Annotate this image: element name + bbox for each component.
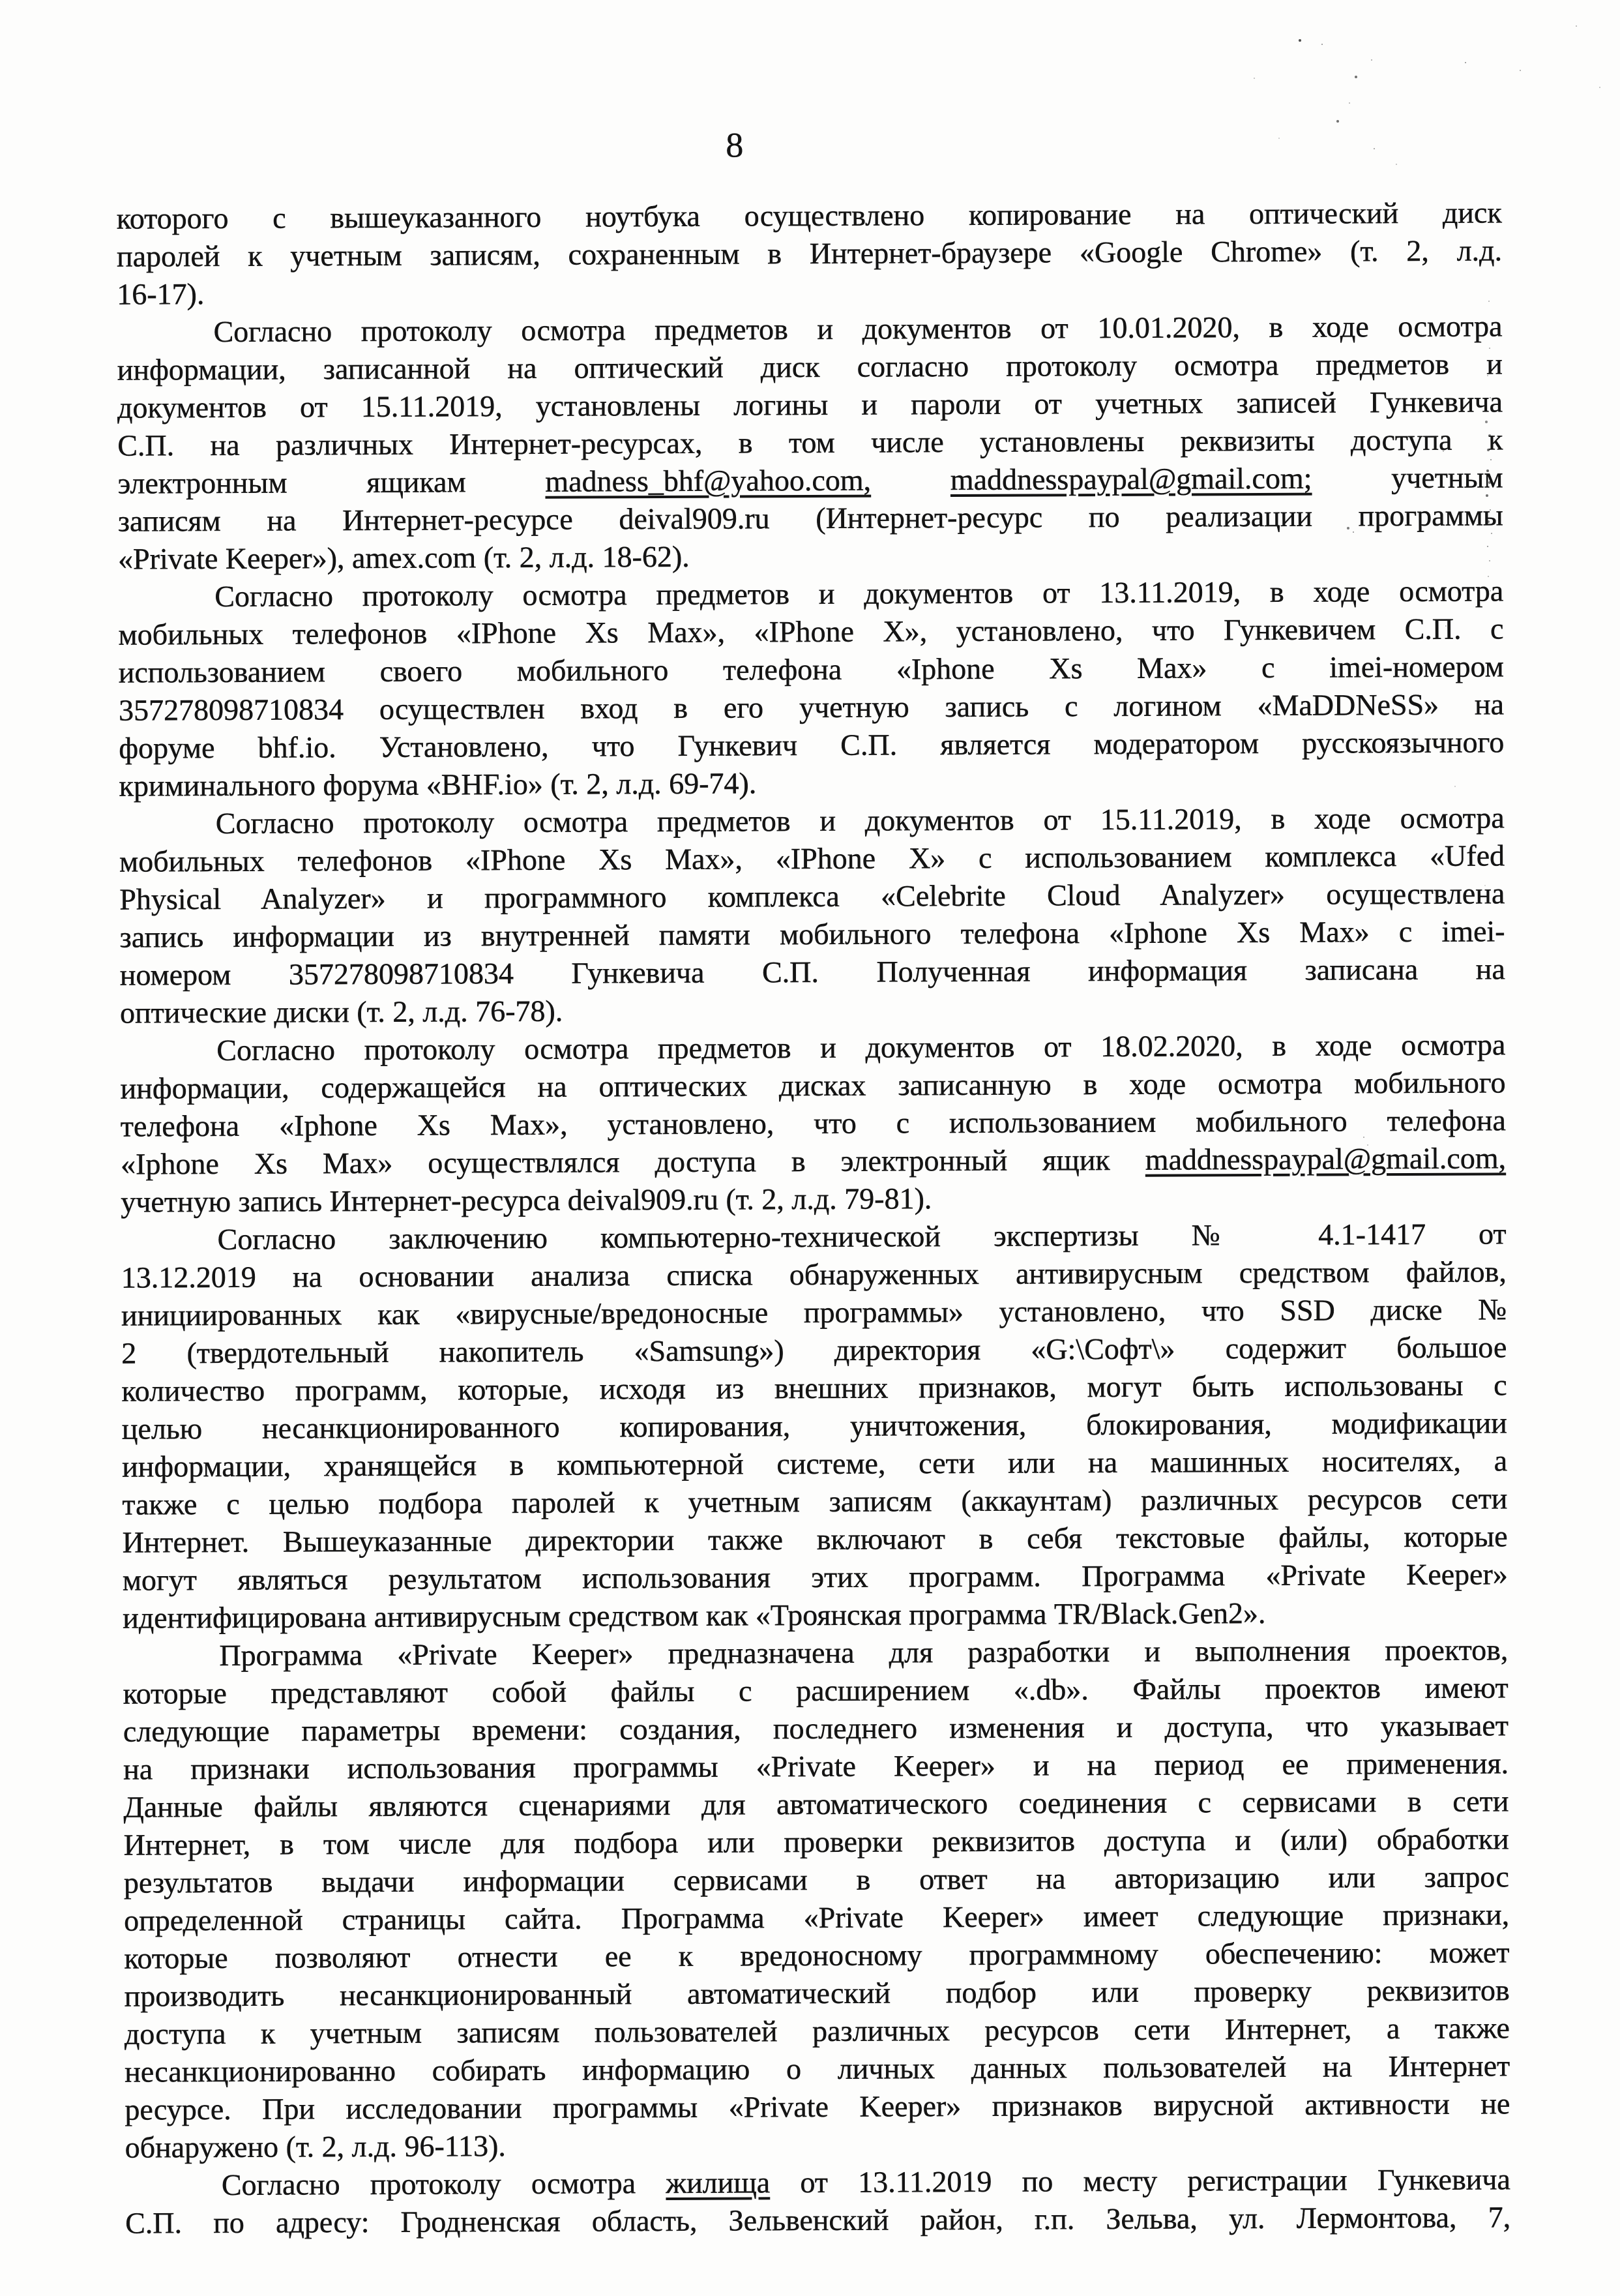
- text-line: [119, 837, 1505, 880]
- text-line: [121, 1328, 1507, 1372]
- text-segment: количество программ, которые, исходя из внешних признаков, могут быть использованы с: [121, 1368, 1507, 1408]
- text-line: [123, 1517, 1508, 1561]
- text-segment: которые представляют собой файлы с расширением «.db». Файлы проектов имеют: [123, 1671, 1509, 1710]
- text-segment: также с целью подбора паролей к учетным записям (аккаунтам) различных ресурсов сети: [122, 1482, 1508, 1521]
- text-line: [120, 988, 1505, 1032]
- paragraph: [117, 307, 1503, 578]
- text-segment: могут являться результатом использования этих программ. Программа «Private Keeper»: [122, 1557, 1508, 1597]
- text-segment: Согласно протоколу осмотра предметов и документов от 13.11.2019, в ходе осмотра: [214, 574, 1504, 613]
- text-segment: доступа к учетным записям пользователей различных ресурсов сети Интернет, а также: [124, 2011, 1510, 2051]
- paragraph: [120, 1026, 1506, 1221]
- text-segment: Physical Analyzer» и программного комплекса «Celebrite Cloud Analyzer» осуществлена: [119, 876, 1505, 916]
- text-segment: «Private Keeper»), amex.com (т. 2, л.д. 18-62).: [117, 539, 690, 576]
- text-segment: ресурсе. При исследовании программы «Private Keeper» признаков вирусной активности не: [125, 2087, 1510, 2126]
- paragraph: [123, 1631, 1510, 2166]
- text-segment: обнаружено (т. 2, л.д. 96-113).: [125, 2129, 506, 2164]
- text-segment: результатов выдачи информации сервисами в ответ на авторизацию или запрос: [123, 1860, 1509, 1900]
- text-line: [119, 648, 1504, 691]
- text-line: [119, 874, 1505, 918]
- text-line: [124, 1896, 1509, 1939]
- text-line: [118, 572, 1503, 616]
- text-segment: документов от 15.11.2019, установлены логины и пароли от учетных записей Гункевича: [117, 385, 1503, 425]
- text-line: [119, 761, 1504, 805]
- text-line: [120, 1064, 1505, 1107]
- text-line: [119, 723, 1504, 767]
- text-line: [121, 1366, 1507, 1410]
- text-segment: мобильных телефонов «IPhone Xs Max», «IPhone X» с использованием комплекса «Ufed: [119, 839, 1505, 878]
- text-segment: Согласно протоколу осмотра: [221, 2166, 666, 2201]
- text-line: [125, 2009, 1510, 2053]
- text-line: [118, 534, 1503, 578]
- text-segment: паролей к учетным записям, сохраненным в Интернет-браузере «Google Chrome» (т. 2, л.д.: [116, 233, 1503, 273]
- text-segment: целью несанкционированного копирования, уничтожения, блокирования, модификации: [121, 1406, 1507, 1446]
- paragraph: [119, 799, 1505, 1032]
- text-segment: оптические диски (т. 2, л.д. 76-78).: [119, 994, 563, 1030]
- text-line: [121, 1139, 1506, 1183]
- text-line: [122, 1442, 1507, 1485]
- underlined-text: madness_bhf@yahoo.com,: [545, 463, 872, 498]
- document-body: [117, 194, 1511, 2242]
- text-segment: Интернет. Вышеуказанные директории также включают в себя текстовые файлы, которые: [122, 1519, 1508, 1559]
- text-line: [125, 1971, 1510, 2015]
- underlined-text: maddnesspaypal@gmail.com;: [950, 461, 1312, 497]
- text-segment: 357278098710834 осуществлен вход в его учетную запись с логином «MaDDNeSS» на: [118, 687, 1505, 727]
- text-line: [123, 1669, 1509, 1712]
- text-line: [123, 1593, 1508, 1637]
- text-line: [117, 231, 1502, 275]
- text-segment: на признаки использования программы «Private Keeper» и на период ее применения.: [123, 1746, 1509, 1786]
- text-line: [125, 2160, 1510, 2204]
- text-line: [124, 1858, 1509, 1901]
- text-line: [121, 1215, 1506, 1259]
- text-segment: несанкционированно собирать информацию о личных данных пользователей на Интернет: [125, 2049, 1510, 2089]
- text-segment: использованием своего мобильного телефона «Iphone Xs Max» с imei-номером: [118, 649, 1504, 689]
- paragraph: [118, 572, 1504, 805]
- text-segment: учетным: [1312, 460, 1503, 495]
- text-segment: идентифицирована антивирусным средством как «Троянская программа TR/Black.Gen2».: [123, 1596, 1266, 1635]
- text-line: [120, 950, 1505, 994]
- text-segment: информации, содержащейся на оптических дисках записанную в ходе осмотра мобильного: [120, 1066, 1506, 1105]
- text-segment: 2 (твердотельный накопитель «Samsung») директория «G:\Софт\» содержит большое: [121, 1330, 1507, 1370]
- text-segment: запись информации из внутренней памяти мобильного телефона «Iphone Xs Max» с imei-: [119, 914, 1505, 954]
- text-segment: Интернет, в том числе для подбора или проверки реквизитов доступа и (или) обработки: [123, 1822, 1509, 1862]
- paragraph: [117, 194, 1503, 313]
- text-line: [118, 610, 1503, 653]
- text-line: [117, 269, 1502, 313]
- text-line: [125, 2085, 1510, 2128]
- text-line: [122, 1404, 1507, 1448]
- text-line: [118, 496, 1503, 540]
- text-segment: 16-17).: [117, 277, 205, 311]
- text-line: [123, 1707, 1509, 1750]
- text-line: [119, 912, 1505, 956]
- text-segment: форуме bhf.io. Установлено, что Гункевич С.П. является модератором русскоязычного: [119, 725, 1505, 765]
- text-segment: Согласно протоколу осмотра предметов и документов от 15.11.2019, в ходе осмотра: [215, 801, 1505, 840]
- page-number: 8: [726, 125, 744, 165]
- text-segment: учетную запись Интернет-ресурса deival909.ru (т. 2, л.д. 79-81).: [121, 1182, 932, 1219]
- text-segment: номером 357278098710834 Гункевича С.П. Полученная информация записана на: [119, 952, 1505, 992]
- text-line: [123, 1782, 1509, 1826]
- text-segment: телефона «Iphone Xs Max», установлено, что с использованием мобильного телефона: [120, 1103, 1506, 1143]
- text-segment: Согласно протоколу осмотра предметов и документов от 18.02.2020, в ходе осмотра: [216, 1028, 1506, 1067]
- text-line: [124, 1933, 1509, 1977]
- text-segment: Согласно заключению компьютерно-технической экспертизы № 4.1-1417 от: [217, 1217, 1507, 1256]
- text-line: [123, 1555, 1508, 1599]
- text-segment: мобильных телефонов «IPhone Xs Max», «IPhone X», установлено, что Гункевичем С.П. с: [118, 612, 1504, 651]
- text-segment: информации, хранящейся в компьютерной системе, сети или на машинных носителях, а: [122, 1444, 1508, 1483]
- text-line: [121, 1101, 1506, 1145]
- text-line: [119, 799, 1505, 842]
- text-line: [125, 2047, 1510, 2091]
- text-line: [117, 307, 1502, 351]
- text-line: [121, 1253, 1507, 1296]
- text-segment: криминального форума «BHF.io» (т. 2, л.д. 69-74).: [119, 766, 757, 803]
- text-line: [117, 383, 1503, 426]
- text-line: [117, 345, 1503, 389]
- text-line: [117, 458, 1503, 502]
- text-line: [121, 1177, 1506, 1221]
- text-line: [121, 1290, 1507, 1334]
- text-segment: Программа «Private Keeper» предназначена для разработки и выполнения проектов,: [219, 1633, 1509, 1672]
- text-line: [120, 1026, 1505, 1069]
- text-segment: Согласно протоколу осмотра предметов и документов от 10.01.2020, в ходе осмотра: [213, 309, 1503, 348]
- text-segment: электронным ящикам: [117, 464, 546, 500]
- text-segment: следующие параметры времени: создания, последнего изменения и доступа, что указывает: [123, 1708, 1509, 1748]
- text-segment: производить несанкционированный автоматический подбор или проверку реквизитов: [124, 1973, 1510, 2013]
- text-segment: записям на Интернет-ресурсе deival909.ru (Интернет-ресурс по реализации программы: [117, 498, 1503, 538]
- text-segment: информации, записанной на оптический диск согласно протоколу осмотра предметов и: [117, 347, 1503, 387]
- text-line: [125, 2123, 1510, 2166]
- paragraph: [121, 1215, 1508, 1637]
- text-line: [119, 685, 1504, 729]
- scan-artifacts: [0, 0, 3, 3]
- text-line: [123, 1744, 1509, 1788]
- text-segment: С.П. на различных Интернет-ресурсах, в том числе установлены реквизиты доступа к: [117, 423, 1503, 462]
- text-segment: которые позволяют отнести ее к вредоносному программному обеспечению: может: [124, 1935, 1510, 1975]
- text-line: [122, 1480, 1507, 1523]
- text-segment: которого с вышеуказанного ноутбука осуществлено копирование на оптический диск: [116, 196, 1502, 235]
- text-line: [123, 1631, 1508, 1675]
- text-segment: инициированных как «вирусные/вредоносные программы» установлено, что SSD диске №: [121, 1292, 1507, 1332]
- text-segment: 13.12.2019 на основании анализа списка обнаруженных антивирусным средством файлов,: [121, 1255, 1507, 1294]
- underlined-text: maddnesspaypal@gmail.com,: [1145, 1141, 1507, 1176]
- text-segment: от 13.11.2019 по месту регистрации Гункевича: [770, 2162, 1511, 2199]
- paragraph: [125, 2160, 1510, 2242]
- text-segment: Данные файлы являются сценариями для автоматического соединения с сервисами в сети: [123, 1784, 1509, 1824]
- text-line: [117, 194, 1502, 237]
- text-segment: определенной страницы сайта. Программа «Private Keeper» имеет следующие признаки,: [124, 1898, 1510, 1937]
- text-line: [124, 1820, 1509, 1864]
- text-segment: [871, 463, 950, 497]
- text-line: [125, 2198, 1510, 2242]
- text-line: [117, 421, 1503, 464]
- text-segment: «Iphone Xs Max» осуществлялся доступа в электронный ящик: [120, 1142, 1145, 1181]
- text-segment: С.П. по адресу: Гродненская область, Зельвенский район, г.п. Зельва, ул. Лермонтова, 7,: [125, 2200, 1511, 2240]
- underlined-text: жилища: [666, 2166, 771, 2199]
